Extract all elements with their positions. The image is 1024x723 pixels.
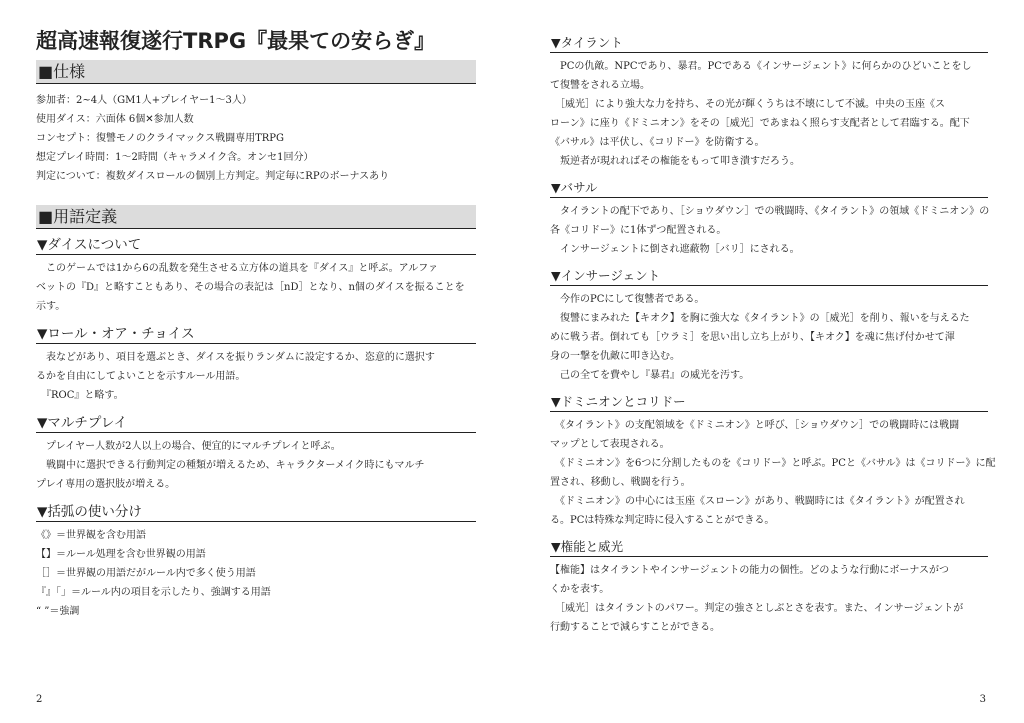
term-line: るかを自由にしてよいことを示すルール用語。	[36, 371, 246, 382]
term-line: ［］＝世界観の用語だがルール内で多く使う用語	[36, 568, 256, 579]
term-line: 【】＝ルール処理を含む世界観の用語	[36, 549, 206, 560]
section-line: 《タイラント》の支配領域を《ドミニオン》と呼び、［ショウダウン］での戦闘時には戦闘	[550, 420, 960, 431]
section-line: インサージェントに倒され遮蔽物［バリ］にされる。	[550, 244, 800, 255]
section-tyrant	[550, 34, 988, 171]
right-page	[512, 0, 1024, 723]
section-vassal	[550, 179, 988, 259]
section-line: 各《コリドー》に1体ずつ配置される。	[550, 225, 727, 236]
section-insurgent	[550, 267, 988, 385]
spec-heading: ■仕様	[36, 60, 476, 84]
term-line: 戦闘中に選択できる行動判定の種類が増えるため、キャラクターメイク時にもマルチ	[36, 460, 425, 471]
section-line: ［威光］により強大な力を持ち、その光が輝くうちは不壊にして不滅。中央の玉座《ス	[550, 99, 945, 110]
document-title: 超高速報復遂行TRPG『最果ての安らぎ』	[36, 29, 436, 53]
term-line: ベットの『D』と略すこともあり、その場合の表記は［nD］となり、n個のダイスを振ることを	[36, 282, 465, 293]
term-title: ▼ダイスについて	[36, 236, 476, 255]
term-line: “ ”＝強調	[36, 606, 80, 617]
section-line: ローン》に座り《ドミニオン》をその［威光］であまねく照らす支配者として君臨する。配下	[550, 118, 970, 129]
section-line: 行動することで減らすことができる。	[550, 622, 720, 633]
spec-line: 判定について：複数ダイスロールの個別上方判定。判定毎にRPのボーナスあり	[36, 171, 390, 182]
term-title: ▼ロール・オア・チョイス	[36, 325, 476, 344]
section-line: マップとして表現される。	[550, 439, 670, 450]
section-line: ［威光］はタイラントのパワー。判定の強さとしぶとさを表す。また、インサージェントが	[550, 603, 964, 614]
section-line: タイラントの配下であり、［ショウダウン］での戦闘時、《タイラント》の領域《ドミニオン》の	[550, 206, 990, 217]
term-line: 『ROC』と略す。	[36, 390, 124, 401]
section-line: 《バサル》は平伏し、《コリドー》を防衛する。	[550, 137, 765, 148]
section-line: る。PCは特殊な判定時に侵入することができる。	[550, 515, 775, 526]
section-line: PCの仇敵。NPCであり、暴君。PCである《インサージェント》に何らかのひどいことをし	[550, 61, 972, 72]
term-section-brackets	[36, 503, 476, 621]
spec-line: 参加者：2~4人（GM1人+プレイヤー1～3人）	[36, 95, 252, 106]
term-line: 示す。	[36, 301, 66, 312]
term-line: このゲームでは1から6の乱数を発生させる立方体の道具を『ダイス』と呼ぶ。アルファ	[36, 263, 439, 274]
section-title: ▼権能と威光	[550, 538, 988, 557]
section-dominion-corridor	[550, 393, 996, 530]
spec-line: 想定プレイ時間：1～2時間（キャラメイク含。オンセ1回分）	[36, 152, 314, 163]
term-line: プレイ専用の選択肢が増える。	[36, 479, 176, 490]
term-line: 《》＝世界観を含む用語	[36, 530, 146, 541]
term-section-dice	[36, 236, 476, 316]
spec-line: 使用ダイス：六面体 6個✕参加人数	[36, 114, 194, 125]
section-line: 【権能】はタイラントやインサージェントの能力の個性。どのような行動にボーナスがつ	[550, 565, 949, 576]
terms-heading: ■用語定義	[36, 205, 476, 229]
section-line: 叛逆者が現れればその権能をもって叩き潰すだろう。	[550, 156, 800, 167]
term-title: ▼マルチプレイ	[36, 414, 476, 433]
section-title: ▼タイラント	[550, 34, 988, 53]
section-title: ▼バサル	[550, 179, 988, 198]
section-line: めに戦う者。倒れても［ウラミ］を思い出し立ち上がり、【キオク】を魂に焦げ付かせて渾	[550, 332, 955, 343]
section-title: ▼インサージェント	[550, 267, 988, 286]
section-line: くかを表す。	[550, 584, 610, 595]
section-line: 今作のPCにして復讐者である。	[550, 294, 705, 305]
section-line: て復讐をされる立場。	[550, 80, 650, 91]
page-number: 2	[36, 694, 43, 705]
section-line: 置され、移動し、戦闘を行う。	[550, 477, 691, 488]
term-line: 『』「」＝ルール内の項目を示したり、強調する用語	[36, 587, 271, 598]
spec-line: コンセプト：復讐モノのクライマックス戦闘専用TRPG	[36, 133, 285, 144]
term-title: ▼括弧の使い分け	[36, 503, 476, 522]
term-line: 表などがあり、項目を選ぶとき、ダイスを振りランダムに設定するか、恣意的に選択す	[36, 352, 435, 363]
section-line: 復讐にまみれた【キオク】を胸に強大な《タイラント》の［威光］を削り、報いを与えるた	[550, 313, 970, 324]
section-line: 身の一撃を仇敵に叩き込む。	[550, 351, 680, 362]
term-line: プレイヤー人数が2人以上の場合、便宜的にマルチプレイと呼ぶ。	[36, 441, 341, 452]
section-line: 《ドミニオン》を6つに分割したものを《コリドー》と呼ぶ。PCと《バサル》は《コリドー》に配	[550, 458, 996, 469]
section-line: 《ドミニオン》の中心には玉座《スローン》があり、戦闘時には《タイラント》が配置され	[550, 496, 965, 507]
section-line: 己の全てを費やし『暴君』の威光を汚す。	[550, 370, 750, 381]
spec-section	[36, 91, 476, 186]
page-number: 3	[979, 694, 986, 705]
section-authority-majesty	[550, 538, 988, 637]
term-section-roc	[36, 325, 476, 405]
term-section-multiplay	[36, 414, 476, 494]
section-title: ▼ドミニオンとコリドー	[550, 393, 988, 412]
